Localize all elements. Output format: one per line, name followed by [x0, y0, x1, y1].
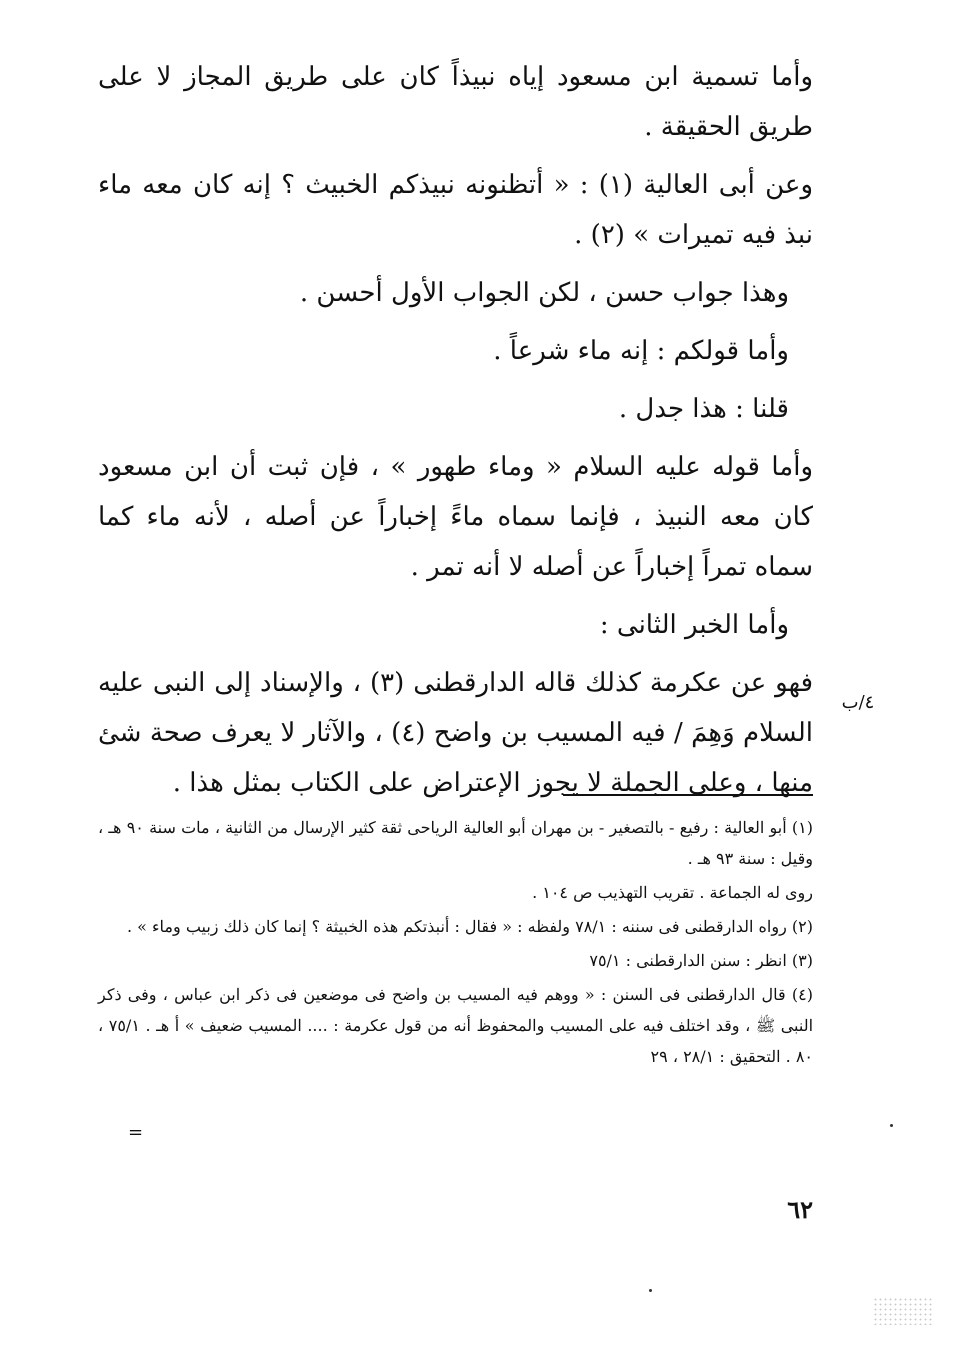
footnote-separator — [563, 794, 813, 796]
footnote-2: (٢) رواه الدارقطنى فى سننه : ٧٨/١ ولفظه : « فقال : أنبذتكم هذه الخبيثة ؟ إنما كان ذلك زبيب وماء » . — [126, 917, 813, 936]
footnote-1-continued: روى له الجماعة . تقريب التهذيب ص ١٠٤ . — [532, 883, 813, 902]
continuation-mark: = — [128, 1122, 144, 1143]
footnotes — [98, 812, 813, 1075]
footnote-3: (٣) انظر : سنن الدارقطنى : ٧٥/١ — [589, 951, 813, 970]
margin-folio-note: ٤/ب — [841, 692, 875, 713]
scan-speck — [890, 1124, 893, 1127]
page-number: ٦٢ — [787, 1195, 813, 1224]
footnote-1: (١) أبو العالية : رفيع - بالتصغير - بن مهران أبو العالية الرياحى ثقة كثير الإرسال من الثانية ، مات سنة ٩٠ هـ ، وقيل : سنة ٩٣ هـ . — [98, 818, 813, 868]
main-text — [98, 52, 813, 816]
paragraph-2: وعن أبى العالية (١) : « أتظنونه نبيذكم الخبيث ؟ إنه كان معه ماء نبذ فيه تميرات » (٢) . — [98, 170, 813, 250]
scan-speck — [649, 1289, 652, 1292]
paragraph-8: فهو عن عكرمة كذلك قاله الدارقطنى (٣) ، والإسناد إلى النبى عليه السلام وَهِمَ / فيه المسيب بن واضح (٤) ، والآثار لا يعرف صحة شئ منها ، وعلى الجملة لا يجوز الإعتراض على الكتاب بمثل هذا . — [98, 668, 814, 798]
scan-noise — [873, 1297, 933, 1325]
paragraph-4: وأما قولكم : إنه ماء شرعاً . — [493, 336, 789, 366]
paragraph-1: وأما تسمية ابن مسعود إياه نبيذاً كان على طريق المجاز لا على طريق الحقيقة . — [98, 62, 813, 142]
paragraph-3: وهذا جواب حسن ، لكن الجواب الأول أحسن . — [299, 278, 789, 308]
footnote-4: (٤) قال الدارقطنى فى السنن : « ووهم فيه المسيب بن واضح فى موضعين فى ذكر ابن عباس ، وفى ذكر النبى ﷺ ، وقد اختلف فيه على المسيب والمحفوظ أنه من قول عكرمة : .... المسيب ضعيف » أ هـ . ٧٥/١ ، ٨٠ . التحقيق : ٢٨/١ ، ٢٩ — [98, 985, 814, 1066]
paragraph-7: وأما الخبر الثانى : — [599, 610, 789, 640]
paragraph-6: وأما قوله عليه السلام « وماء طهور » ، فإن ثبت أن ابن مسعود كان معه النبيذ ، فإنما سماه ماءً إخباراً عن أصله ، لأنه ماء كما سماه تمراً إخباراً عن أصله لا أنه تمر . — [98, 452, 813, 582]
paragraph-5: قلنا : هذا جدل . — [618, 394, 789, 424]
